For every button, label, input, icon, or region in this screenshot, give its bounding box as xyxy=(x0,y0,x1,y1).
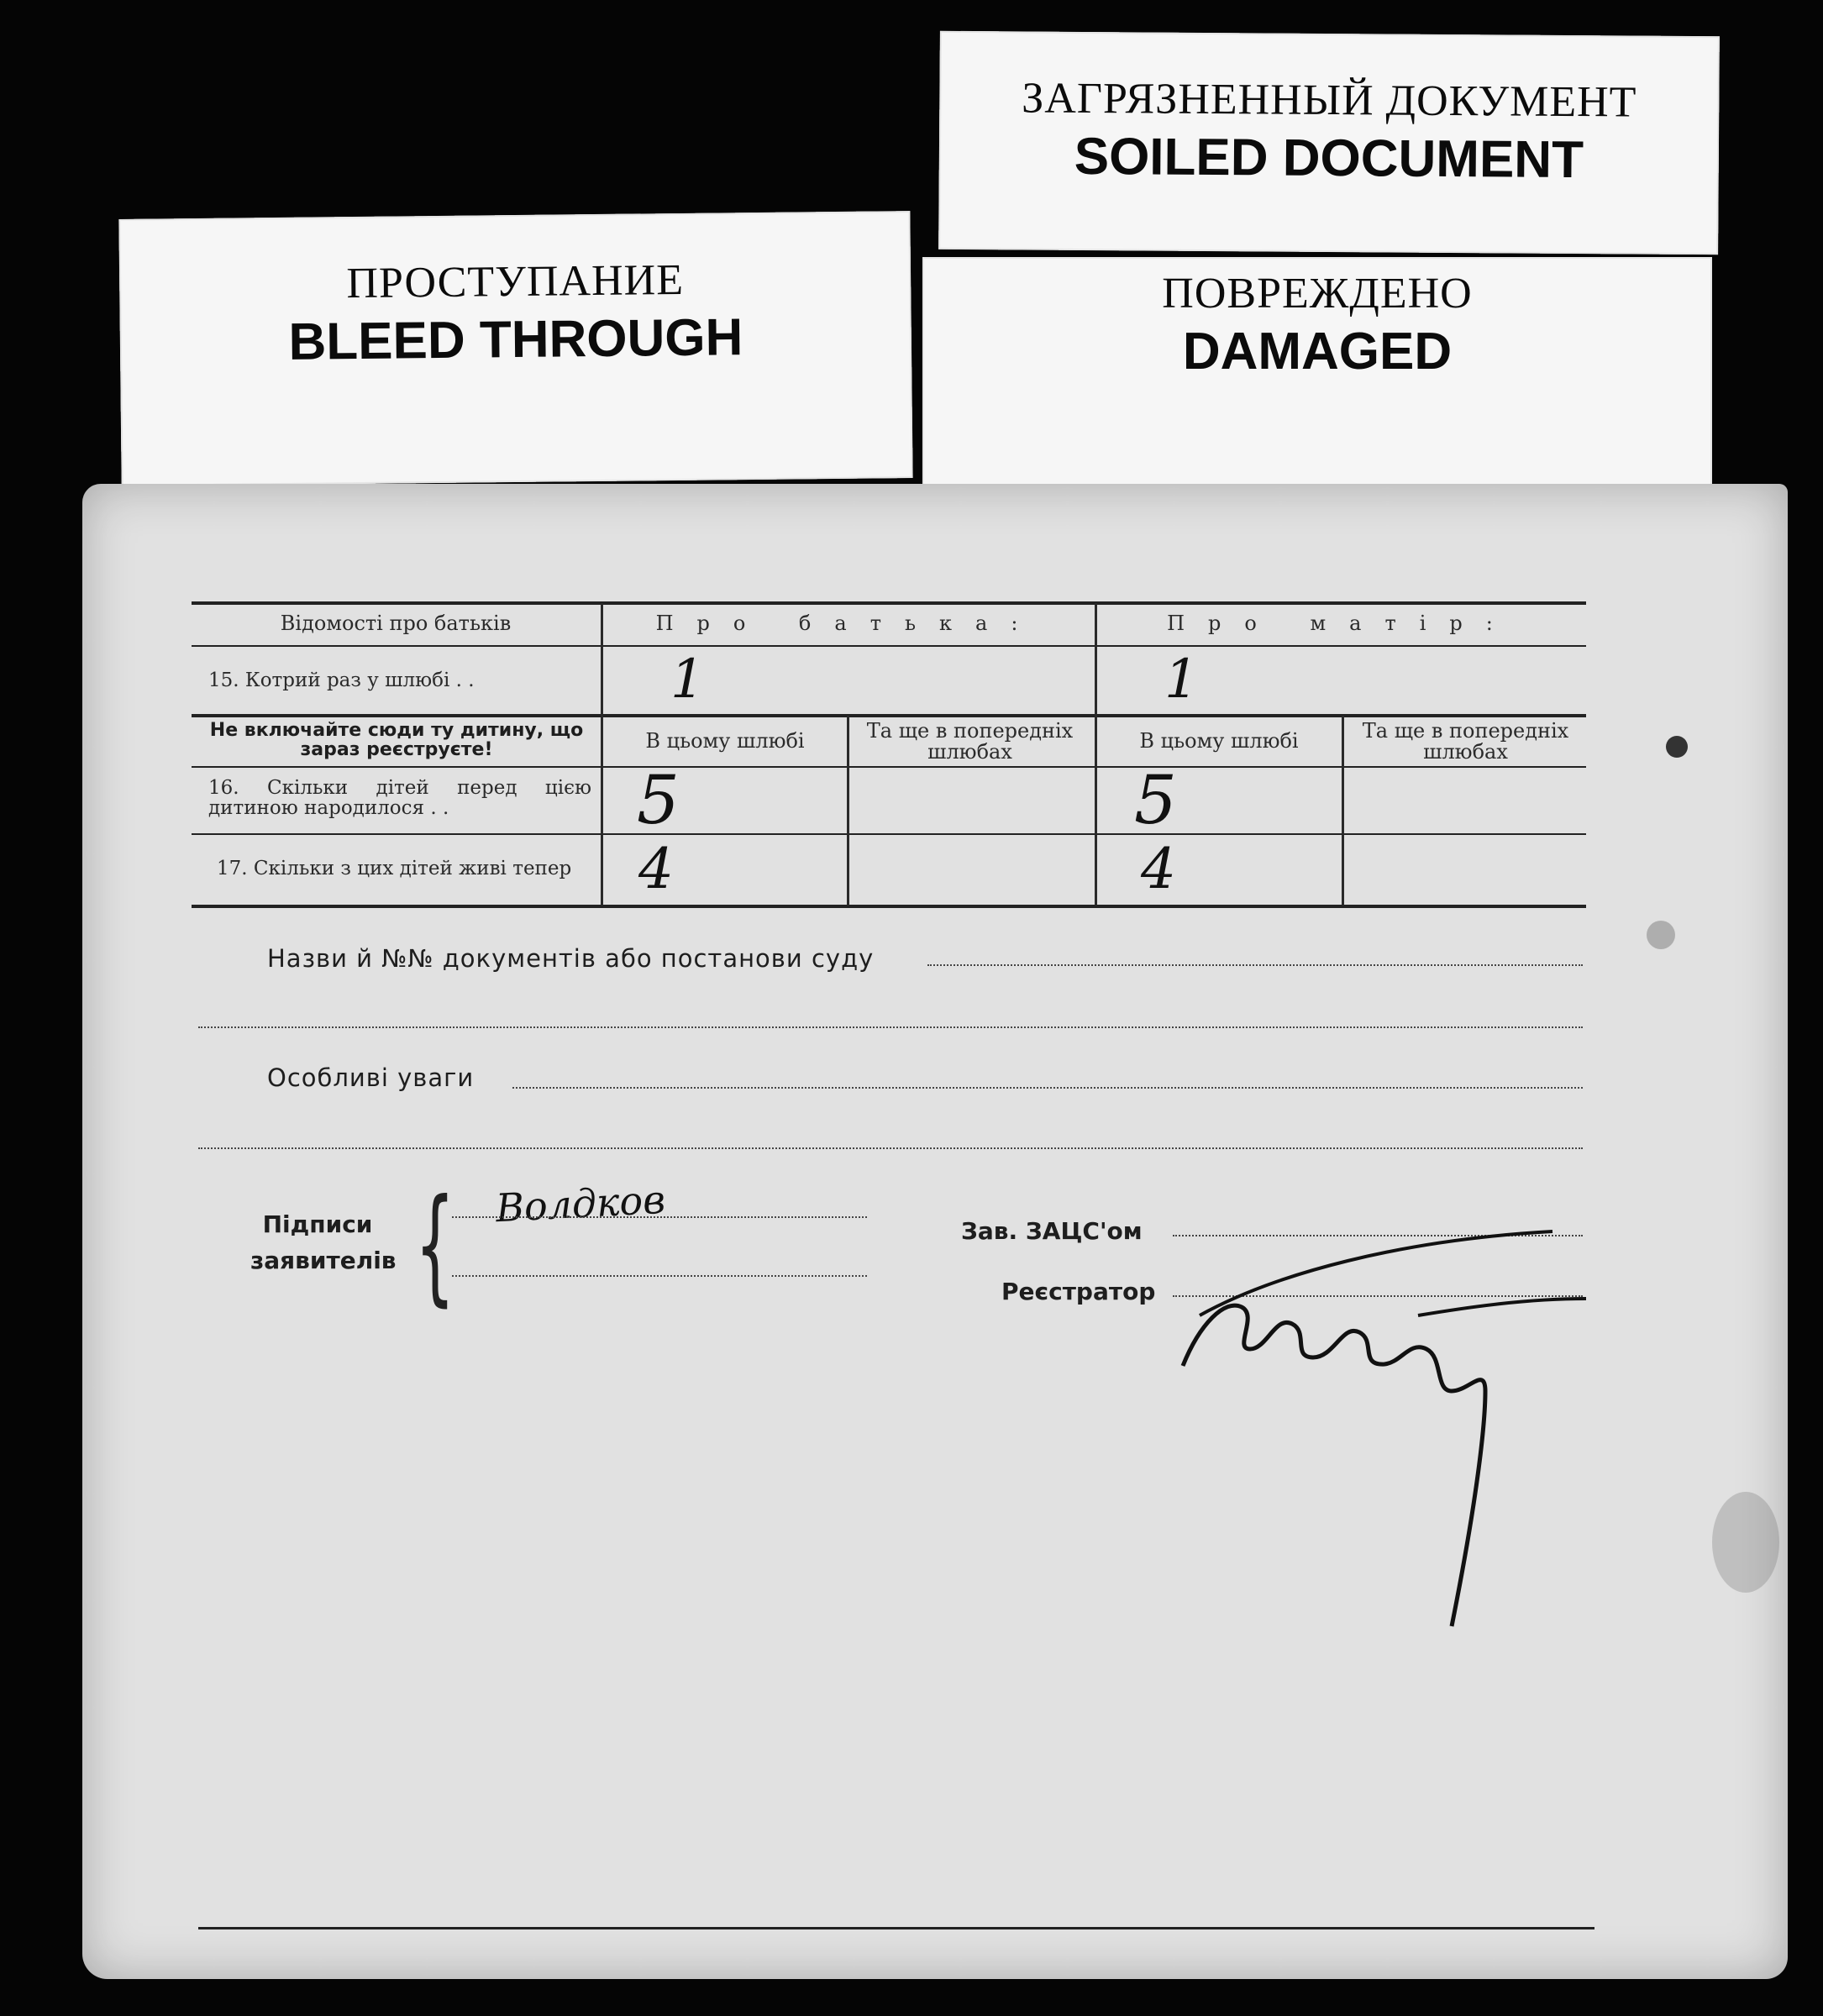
remarks-line xyxy=(512,1087,1583,1089)
mother-this-marriage-header: В цьому шлюбі xyxy=(1139,729,1299,753)
document-page xyxy=(82,484,1788,1979)
table-col-rule xyxy=(601,603,603,906)
water-stain xyxy=(1712,1492,1779,1593)
applicant-signature: Волдков xyxy=(494,1176,667,1231)
table-header-rule xyxy=(192,645,1586,647)
row15-father-value: 1 xyxy=(670,648,705,711)
bleed-through-flag xyxy=(118,211,912,486)
table-bottom-rule xyxy=(192,905,1586,908)
applicant-signature-line-2 xyxy=(452,1275,867,1277)
table-col-rule xyxy=(847,716,849,906)
table-col-rule xyxy=(1095,603,1097,906)
signatures-brace: { xyxy=(414,1173,455,1319)
table-col-rule xyxy=(1342,716,1344,906)
table-subheader-rule xyxy=(192,766,1586,768)
info-label: Відомості про батьків xyxy=(280,612,512,635)
head-label: Зав. ЗАЦС'ом xyxy=(961,1217,1143,1245)
father-header: Про батька: xyxy=(655,612,1042,635)
stain-spot xyxy=(1647,921,1675,949)
bleed-flag-ru: ПРОСТУПАНИЕ xyxy=(346,255,685,308)
table-row16-rule xyxy=(192,833,1586,835)
damaged-flag xyxy=(922,257,1712,486)
soiled-document-flag xyxy=(938,31,1720,255)
father-this-marriage-header: В цьому шлюбі xyxy=(645,729,805,753)
damaged-flag-ru: ПОВРЕЖДЕНО xyxy=(1162,270,1473,318)
soiled-flag-ru: ЗАГРЯЗНЕННЫЙ ДОКУМЕНТ xyxy=(1022,74,1637,127)
row17-label: 17. Скільки з цих дітей живі тепер xyxy=(217,858,572,879)
soiled-flag-en: SOILED DOCUMENT xyxy=(1074,127,1584,190)
bottom-rule xyxy=(198,1927,1594,1929)
signatures-label-line2: заявителів xyxy=(250,1247,397,1275)
signatures-label-line1: Підписи xyxy=(262,1210,373,1238)
registrar-label: Реєстратор xyxy=(1001,1278,1156,1305)
mother-prev-marriages-header: Та ще в попередніх шлюбах xyxy=(1362,719,1569,764)
bleed-flag-en: BLEED THROUGH xyxy=(288,308,743,371)
row16-mother-value: 5 xyxy=(1134,761,1177,839)
row15-mother-value: 1 xyxy=(1164,648,1199,711)
table-top-rule xyxy=(192,601,1586,605)
row17-mother-value: 4 xyxy=(1141,837,1176,901)
documents-label: Назви й №№ документів або постанови суду xyxy=(267,944,875,973)
mother-header: Про матір: xyxy=(1167,612,1516,635)
documents-line xyxy=(927,964,1583,966)
row16-father-value: 5 xyxy=(637,761,680,839)
registrar-signature xyxy=(1149,1223,1620,1643)
father-prev-marriages-header: Та ще в попередніх шлюбах xyxy=(866,719,1074,764)
applicant-signature-line xyxy=(452,1216,867,1218)
row16-label: 16. Скільки дітей перед цією дитиною народилося . . xyxy=(208,777,591,820)
table-row15-rule xyxy=(192,714,1586,717)
ink-spot xyxy=(1666,736,1688,758)
exclude-child-note: Не включайте сюди ту дитину, що зараз реєструєте! xyxy=(209,720,584,761)
remarks-label: Особливі уваги xyxy=(267,1063,475,1092)
remarks-line-2 xyxy=(198,1147,1583,1149)
documents-line-2 xyxy=(198,1026,1583,1028)
row17-father-value: 4 xyxy=(638,837,674,901)
signatures-label xyxy=(250,1206,397,1279)
damaged-flag-en: DAMAGED xyxy=(1182,323,1453,381)
row15-label: 15. Котрий раз у шлюбі . . xyxy=(208,669,475,691)
